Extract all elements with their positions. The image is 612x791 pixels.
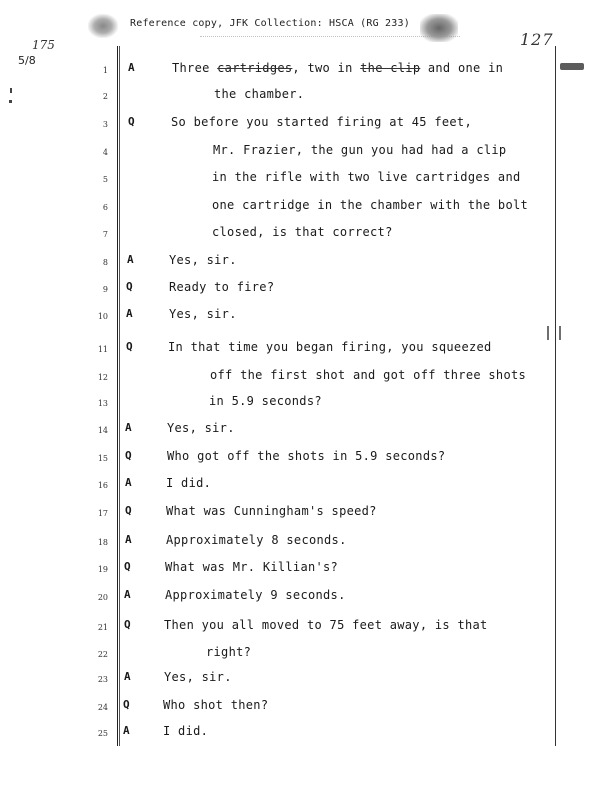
line-text (168, 340, 492, 354)
line-text (210, 368, 526, 382)
speaker-label: A (126, 307, 133, 320)
line-text (172, 61, 503, 75)
speaker-label: A (124, 670, 131, 683)
transcript-line (0, 501, 612, 527)
line-text (214, 87, 304, 101)
line-number: 9 (102, 285, 108, 294)
struck-text: the clip (360, 61, 421, 75)
text-segment: Approximately 8 seconds. (166, 533, 347, 547)
transcript-line (0, 112, 612, 138)
line-text (163, 724, 208, 738)
transcript-line (0, 167, 612, 193)
line-number: 2 (102, 92, 108, 101)
transcript-line (0, 721, 612, 747)
text-segment: Mr. Frazier, the gun you had had a clip (213, 143, 507, 157)
text-segment: off the first shot and got off three shots (210, 368, 527, 382)
line-text (209, 394, 322, 408)
text-segment: So before you started firing at 45 feet, (171, 115, 472, 129)
transcript-line (0, 140, 612, 166)
line-text (163, 698, 268, 712)
line-number: 25 (97, 729, 108, 738)
transcript-line (0, 222, 612, 248)
line-number: 18 (97, 538, 108, 547)
line-text (212, 198, 528, 212)
line-number: 16 (97, 481, 108, 490)
line-text (166, 504, 377, 518)
line-number: 22 (97, 650, 108, 659)
transcript-line (0, 695, 612, 721)
speaker-label: A (125, 533, 132, 546)
speaker-label: Q (124, 618, 131, 631)
speaker-label: A (125, 476, 132, 489)
text-segment: Who shot then? (163, 698, 269, 712)
speaker-label: Q (126, 340, 133, 353)
transcript-line (0, 365, 612, 391)
line-text (167, 449, 445, 463)
text-segment: , two in (292, 61, 361, 75)
speaker-label: A (128, 61, 135, 74)
text-segment: What was Cunningham's speed? (166, 504, 377, 518)
line-text (165, 560, 338, 574)
line-number: 17 (97, 509, 108, 518)
text-segment: in 5.9 seconds? (209, 394, 322, 408)
line-number: 4 (102, 148, 108, 157)
speaker-label: Q (124, 560, 131, 573)
speaker-label: A (125, 421, 132, 434)
transcript-line (0, 667, 612, 693)
text-segment: one cartridge in the chamber with the bolt (212, 198, 529, 212)
speaker-label: Q (126, 280, 133, 293)
line-number: 13 (97, 399, 108, 408)
line-number: 6 (102, 203, 108, 212)
line-number: 8 (102, 258, 108, 267)
transcript-line (0, 337, 612, 363)
line-text (166, 533, 347, 547)
line-text (169, 280, 274, 294)
line-text (213, 143, 506, 157)
text-segment: Yes, sir. (169, 307, 237, 321)
speaker-label: A (123, 724, 130, 737)
page-fraction: 5/8 (18, 54, 36, 67)
transcript-line (0, 557, 612, 583)
text-segment: in the rifle with two live cartridges and (212, 170, 521, 184)
transcript-line (0, 391, 612, 417)
line-text (167, 421, 235, 435)
line-number: 15 (97, 454, 108, 463)
transcript-line (0, 418, 612, 444)
transcript-line (0, 84, 612, 110)
line-number: 20 (97, 593, 108, 602)
speaker-label: Q (125, 449, 132, 462)
page-number: 127 (520, 30, 554, 49)
speaker-label: A (124, 588, 131, 601)
text-segment: Yes, sir. (169, 253, 237, 267)
text-segment: I did. (163, 724, 209, 738)
speaker-label: A (127, 253, 134, 266)
line-text (164, 670, 232, 684)
line-number: 10 (97, 312, 108, 321)
transcript-line (0, 304, 612, 330)
transcript-line (0, 277, 612, 303)
text-segment: the chamber. (214, 87, 305, 101)
line-number: 5 (102, 175, 108, 184)
text-segment: closed, is that correct? (212, 225, 393, 239)
speaker-label: Q (128, 115, 135, 128)
transcript-line (0, 250, 612, 276)
text-segment: In that time you began firing, you squeezed (168, 340, 492, 354)
line-text (165, 588, 346, 602)
header-noise (200, 36, 460, 41)
transcript-line (0, 615, 612, 641)
line-number: 3 (102, 120, 108, 129)
line-number: 11 (97, 345, 108, 354)
transcript-line (0, 473, 612, 499)
speaker-label: Q (123, 698, 130, 711)
line-text (212, 225, 393, 239)
line-number: 7 (102, 230, 108, 239)
line-text (206, 645, 251, 659)
transcript-line (0, 585, 612, 611)
line-text (171, 115, 472, 129)
text-segment: Yes, sir. (167, 421, 235, 435)
line-number: 23 (97, 675, 108, 684)
text-segment: What was Mr. Killian's? (165, 560, 339, 574)
transcript-line (0, 642, 612, 668)
transcript-line (0, 530, 612, 556)
text-segment: Three (172, 61, 218, 75)
line-number: 1 (102, 66, 108, 75)
header-smudge-left (88, 14, 118, 38)
text-segment: and one in (420, 61, 504, 75)
text-segment: Ready to fire? (169, 280, 275, 294)
line-number: 12 (97, 373, 108, 382)
struck-text: cartridges (217, 61, 293, 75)
text-segment: I did. (166, 476, 212, 490)
collection-header: Reference copy, JFK Collection: HSCA (RG 233) (130, 18, 410, 29)
text-segment: right? (206, 645, 252, 659)
line-text (166, 476, 211, 490)
line-text (169, 253, 237, 267)
line-number: 21 (97, 623, 108, 632)
line-number: 19 (97, 565, 108, 574)
line-number: 14 (97, 426, 108, 435)
speaker-label: Q (125, 504, 132, 517)
line-number: 24 (97, 703, 108, 712)
transcript-line (0, 446, 612, 472)
text-segment: Approximately 9 seconds. (165, 588, 346, 602)
line-text (164, 618, 488, 632)
transcript-line (0, 195, 612, 221)
text-segment: Who got off the shots in 5.9 seconds? (167, 449, 446, 463)
transcript-line (0, 58, 612, 84)
text-segment: Then you all moved to 75 feet away, is that (164, 618, 488, 632)
text-segment: Yes, sir. (164, 670, 232, 684)
line-text (212, 170, 521, 184)
handwritten-number: 175 (32, 38, 55, 52)
line-text (169, 307, 237, 321)
